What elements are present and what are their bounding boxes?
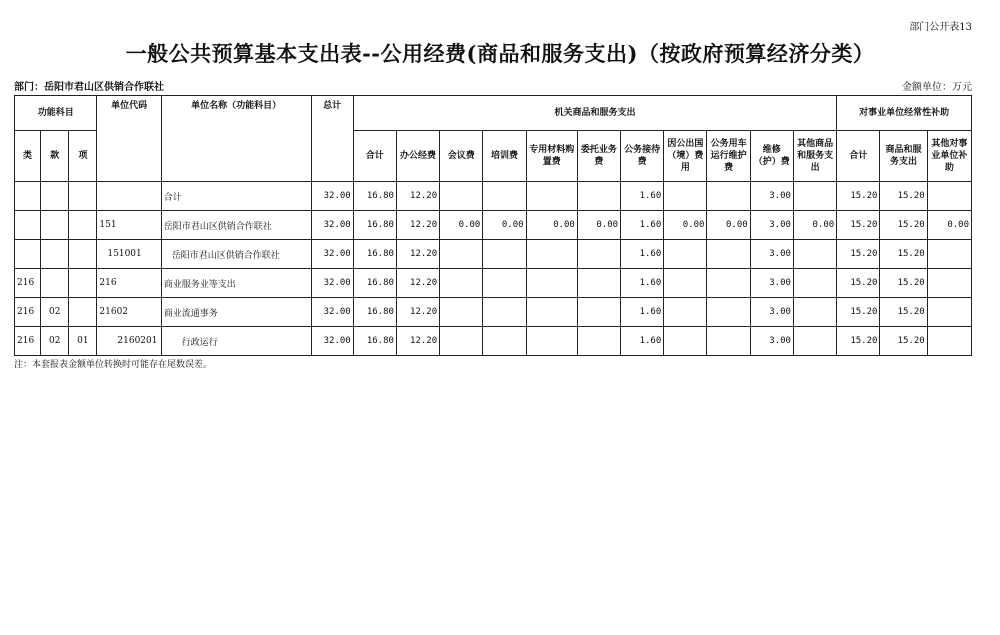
cell-kuan: 02 [41,298,69,327]
cell-unit-code: 21602 [97,298,161,327]
cell-gov-value [483,240,526,269]
cell-total: 32.00 [311,182,353,211]
cell-gov-value: 16.80 [353,269,396,298]
header-gov-col: 其他商品和服务支出 [793,131,836,182]
cell-gov-value [577,182,620,211]
cell-unit-code: 151001 [97,240,161,269]
cell-total: 32.00 [311,269,353,298]
cell-gov-value: 16.80 [353,211,396,240]
header-gov-col: 办公经费 [396,131,439,182]
cell-gov-value: 12.20 [396,298,439,327]
cell-inst-value: 15.20 [880,298,927,327]
cell-inst-value: 15.20 [837,327,880,356]
cell-gov-value: 3.00 [750,269,793,298]
cell-gov-value: 16.80 [353,182,396,211]
cell-gov-value: 16.80 [353,327,396,356]
cell-xiang [69,211,97,240]
header-gov-col: 因公出国（境）费用 [664,131,707,182]
cell-gov-value [440,327,483,356]
cell-gov-value: 12.20 [396,327,439,356]
cell-kuan [41,182,69,211]
cell-gov-value [440,240,483,269]
cell-gov-value: 1.60 [621,269,664,298]
cell-xiang: 01 [69,327,97,356]
header-inst-col: 合计 [837,131,880,182]
cell-unit-name: 行政运行 [161,327,311,356]
cell-gov-value: 0.00 [526,211,577,240]
cell-inst-value [927,298,971,327]
cell-gov-value: 0.00 [664,211,707,240]
cell-gov-value [440,298,483,327]
cell-gov-value: 0.00 [440,211,483,240]
cell-xiang [69,298,97,327]
cell-gov-value [707,182,750,211]
cell-unit-name: 岳阳市君山区供销合作联社 [161,211,311,240]
cell-inst-value: 15.20 [837,298,880,327]
cell-xiang [69,182,97,211]
cell-gov-value [793,182,836,211]
header-lei: 类 [15,131,41,182]
cell-inst-value [927,269,971,298]
table-row [15,211,972,240]
header-group-gov: 机关商品和服务支出 [353,96,837,131]
cell-xiang [69,269,97,298]
header-unit-name: 单位名称（功能科目） [161,96,311,182]
cell-total: 32.00 [311,298,353,327]
header-function-subject: 功能科目 [15,96,97,131]
table-row [15,327,972,356]
header-inst-col: 商品和服务支出 [880,131,927,182]
cell-gov-value [793,269,836,298]
cell-lei [15,182,41,211]
cell-gov-value [793,240,836,269]
table-row [15,182,972,211]
cell-inst-value: 15.20 [837,240,880,269]
cell-unit-code [97,182,161,211]
cell-inst-value: 15.20 [880,211,927,240]
cell-total: 32.00 [311,211,353,240]
cell-lei [15,211,41,240]
cell-gov-value [577,269,620,298]
cell-gov-value [577,327,620,356]
cell-gov-value: 16.80 [353,240,396,269]
budget-table [14,95,972,356]
cell-kuan [41,211,69,240]
header-kuan: 款 [41,131,69,182]
cell-inst-value [927,240,971,269]
cell-gov-value: 0.00 [793,211,836,240]
cell-total: 32.00 [311,327,353,356]
cell-kuan [41,269,69,298]
cell-gov-value: 0.00 [707,211,750,240]
cell-inst-value: 15.20 [880,269,927,298]
cell-gov-value: 12.20 [396,240,439,269]
cell-xiang [69,240,97,269]
cell-gov-value: 3.00 [750,298,793,327]
header-gov-col: 培训费 [483,131,526,182]
cell-gov-value: 0.00 [483,211,526,240]
cell-gov-value [526,327,577,356]
cell-gov-value [707,327,750,356]
header-gov-col: 公务接待费 [621,131,664,182]
cell-gov-value [483,182,526,211]
cell-gov-value [526,240,577,269]
cell-gov-value: 3.00 [750,182,793,211]
cell-gov-value [526,298,577,327]
cell-gov-value [793,327,836,356]
cell-inst-value: 15.20 [837,211,880,240]
cell-gov-value [526,269,577,298]
cell-inst-value: 15.20 [837,182,880,211]
cell-gov-value [526,182,577,211]
cell-gov-value [483,269,526,298]
cell-lei: 216 [15,269,41,298]
cell-gov-value [707,298,750,327]
cell-gov-value: 1.60 [621,211,664,240]
cell-inst-value: 15.20 [837,269,880,298]
cell-unit-name: 合计 [161,182,311,211]
cell-gov-value [664,269,707,298]
cell-inst-value [927,327,971,356]
header-gov-col: 会议费 [440,131,483,182]
cell-gov-value [440,269,483,298]
cell-gov-value [664,182,707,211]
cell-inst-value: 15.20 [880,182,927,211]
cell-gov-value [577,240,620,269]
department-label: 部门：岳阳市君山区供销合作联社 [14,82,164,93]
unit-label: 金额单位：万元 [902,82,972,93]
cell-gov-value: 3.00 [750,211,793,240]
header-gov-col: 专用材料购置费 [526,131,577,182]
cell-total: 32.00 [311,240,353,269]
header-unit-code: 单位代码 [97,96,161,182]
cell-gov-value: 16.80 [353,298,396,327]
header-gov-col: 委托业务费 [577,131,620,182]
cell-lei: 216 [15,298,41,327]
cell-gov-value: 1.60 [621,240,664,269]
header-inst-col: 其他对事业单位补助 [927,131,971,182]
page-title: 一般公共预算基本支出表--公用经费(商品和服务支出)（按政府预算经济分类） [125,41,875,66]
cell-gov-value: 3.00 [750,327,793,356]
cell-gov-value [483,298,526,327]
cell-gov-value: 1.60 [621,182,664,211]
cell-inst-value [927,182,971,211]
cell-gov-value [707,269,750,298]
cell-gov-value [577,298,620,327]
cell-unit-code: 216 [97,269,161,298]
cell-unit-code: 2160201 [97,327,161,356]
cell-inst-value: 15.20 [880,327,927,356]
cell-gov-value [793,298,836,327]
cell-unit-name: 岳阳市君山区供销合作联社 [161,240,311,269]
header-gov-col: 合计 [353,131,396,182]
cell-unit-name: 商业流通事务 [161,298,311,327]
page-tag: 部门公开表13 [909,22,972,33]
footnote: 注：本套报表金额单位转换时可能存在尾数误差。 [14,360,213,370]
cell-lei [15,240,41,269]
header-total: 总计 [311,96,353,182]
table-row [15,298,972,327]
cell-gov-value: 0.00 [577,211,620,240]
cell-gov-value [664,327,707,356]
cell-unit-name: 商业服务业等支出 [161,269,311,298]
cell-gov-value [707,240,750,269]
cell-kuan [41,240,69,269]
header-group-inst: 对事业单位经常性补助 [837,96,972,131]
header-gov-col: 维修（护）费 [750,131,793,182]
cell-gov-value [664,240,707,269]
cell-kuan: 02 [41,327,69,356]
header-xiang: 项 [69,131,97,182]
cell-gov-value [664,298,707,327]
cell-gov-value: 12.20 [396,269,439,298]
cell-gov-value: 3.00 [750,240,793,269]
header-gov-col: 公务用车运行维护费 [707,131,750,182]
cell-gov-value: 1.60 [621,327,664,356]
cell-inst-value: 15.20 [880,240,927,269]
table-row [15,269,972,298]
cell-inst-value: 0.00 [927,211,971,240]
cell-lei: 216 [15,327,41,356]
cell-gov-value: 12.20 [396,211,439,240]
cell-gov-value [483,327,526,356]
cell-gov-value [440,182,483,211]
cell-gov-value: 12.20 [396,182,439,211]
cell-gov-value: 1.60 [621,298,664,327]
cell-unit-code: 151 [97,211,161,240]
table-row [15,240,972,269]
